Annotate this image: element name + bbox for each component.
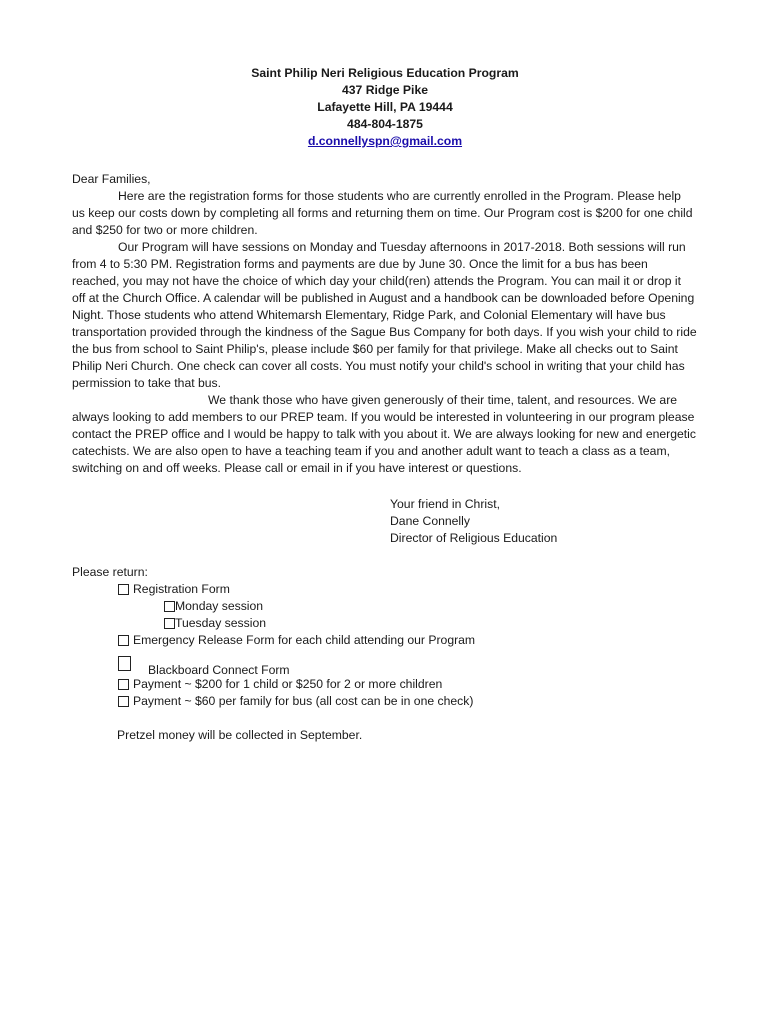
letter-body	[72, 171, 697, 477]
checklist-label: Monday session	[175, 599, 264, 613]
checkbox-monday[interactable]	[164, 601, 175, 612]
email-link[interactable]: d.connellyspn@gmail.com	[307, 134, 463, 148]
checklist-label: Payment ~ $60 per family for bus (all cost can be in one check)	[133, 694, 474, 708]
signer-title: Director of Religious Education	[390, 531, 558, 545]
org-name: Saint Philip Neri Religious Education Program	[251, 66, 519, 80]
checklist-item-registration	[118, 581, 230, 598]
closing-line: Your friend in Christ,	[390, 497, 500, 511]
checklist-item-monday	[164, 598, 263, 615]
checkbox-emergency[interactable]	[118, 635, 129, 646]
checklist-item-payment-bus	[118, 693, 473, 710]
checklist-label: Registration Form	[133, 582, 230, 596]
letterhead	[0, 65, 770, 150]
checklist-item-tuesday	[164, 615, 266, 632]
address-line-1: 437 Ridge Pike	[341, 83, 429, 97]
checkbox-tuesday[interactable]	[164, 618, 175, 629]
signer-name: Dane Connelly	[390, 514, 470, 528]
checkbox-payment-program[interactable]	[118, 679, 129, 690]
salutation: Dear Families,	[72, 172, 151, 186]
paragraph-registration: Here are the registration forms for those students who are currently enrolled in the Program. Please help us keep our costs down by completing all forms and returning them on time. Our Program cost is $200 for one child and $250 for two or more children.	[72, 189, 693, 237]
checklist-label: Tuesday session	[175, 616, 267, 630]
checklist-heading: Please return:	[72, 565, 148, 579]
phone-number: 484-804-1875	[347, 117, 423, 131]
checklist-item-emergency	[118, 632, 475, 649]
checkbox-registration[interactable]	[118, 584, 129, 595]
checklist-item-payment-program	[118, 676, 442, 693]
checkbox-payment-bus[interactable]	[118, 696, 129, 707]
checklist-label: Blackboard Connect Form	[148, 663, 290, 677]
checklist-label: Payment ~ $200 for 1 child or $250 for 2 or more children	[133, 677, 443, 691]
checkbox-blackboard[interactable]	[118, 656, 131, 671]
paragraph-sessions: Our Program will have sessions on Monday and Tuesday afternoons in 2017-2018. Both sessions will run from 4 to 5:30 PM. Registration forms and payments are due by June 30. Once the limit for a bus has been reached, you may not have the choice of which day your child(ren) attends the Program. You can mail it or drop it off at the Church Office. A calendar will be published in August and a handbook can be downloaded before Opening Night. Those students who attend Whitemarsh Elementary, Ridge Park, and Colonial Elementary will have bus transportation provided through the kindness of the Sague Bus Company for both days. If you wish your child to ride the bus from school to Saint Philip's, please include $60 per family for that privilege. Make all checks out to Saint Philip Neri Church. One check can cover all costs. You must notify your child's school in writing that your child has permission to take that bus.	[72, 240, 697, 390]
signature-block	[390, 496, 720, 547]
pretzel-note: Pretzel money will be collected in September.	[117, 728, 363, 742]
paragraph-volunteers: We thank those who have given generously of their time, talent, and resources. We are always looking to add members to our PREP team. If you would be interested in volunteering in our program please contact the PREP office and I would be happy to talk with you about it. We are always looking for new and energetic catechists. We are also open to have a teaching team if you and another adult want to teach a class as a team, switching on and off weeks. Please call or email in if you have interest or questions.	[72, 393, 696, 475]
checklist-label: Emergency Release Form for each child attending our Program	[133, 633, 476, 647]
address-line-2: Lafayette Hill, PA 19444	[317, 100, 453, 114]
checklist-item-blackboard	[118, 656, 290, 677]
